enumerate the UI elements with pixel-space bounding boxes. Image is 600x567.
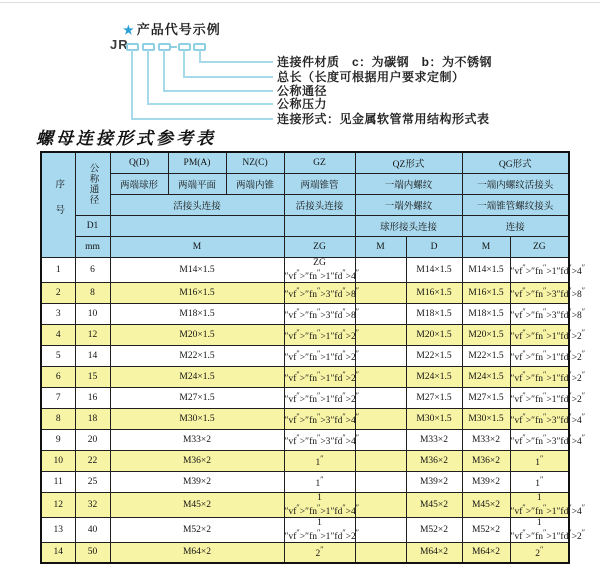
cell-seq: 2 — [41, 282, 75, 303]
cell-seq: 8 — [41, 408, 75, 429]
header-group-nzc: NZ(C) — [226, 152, 284, 173]
cell-gz-thread: ″vf″>″fn″>1″fd″>2″ — [284, 324, 355, 345]
cell-qg-m: M22×1.5 — [462, 345, 510, 366]
header-conn-union: 活接头连接 — [110, 194, 284, 215]
cell-nominal-diameter: 50 — [75, 542, 110, 563]
header-conn-qz: 一端外螺纹 — [355, 194, 462, 215]
cell-qg-m: M24×1.5 — [462, 366, 510, 387]
header-type-qd: 两端球形 — [110, 173, 168, 194]
cell-qg-m: M33×2 — [462, 429, 510, 450]
cell-gz-thread: 1″ — [284, 450, 355, 471]
label-material: 连接件材质 c：为碳钢 b：为不锈钢 — [277, 55, 493, 69]
header-ball-joint: 球形接头连接 — [355, 215, 462, 236]
table-row — [41, 257, 569, 282]
cell-m-thread: M64×2 — [110, 542, 284, 563]
header-nominal-diameter: 公称通径 — [75, 152, 110, 215]
cell-nominal-diameter: 10 — [75, 303, 110, 324]
cell-qz-d: M16×1.5 — [406, 282, 462, 303]
label-total-length: 总长（长度可根据用户要求定制） — [277, 70, 465, 84]
cell-qz-d: M24×1.5 — [406, 366, 462, 387]
cell-nominal-diameter: 15 — [75, 366, 110, 387]
header-unit-zg: ZG — [284, 236, 355, 257]
header-row-groups — [41, 152, 569, 173]
header-mm: mm — [75, 236, 110, 257]
header-group-qz: QZ形式 — [355, 152, 462, 173]
diagram-title-text: 产品代号示例 — [136, 22, 221, 37]
cell-m-thread: M18×1.5 — [110, 303, 284, 324]
cell-qg-zg: ″vf″>″fn″>1″fd″>2″ — [510, 324, 569, 345]
cell-qz-d: M45×2 — [406, 492, 462, 517]
cell-qz-m — [355, 303, 406, 324]
cell-seq: 13 — [41, 517, 75, 542]
cell-qz-m — [355, 282, 406, 303]
cell-m-thread: M36×2 — [110, 450, 284, 471]
product-code-prefix: JR — [110, 37, 129, 52]
cell-gz-thread: ″vf″>″fn″>3″fd″>4″ — [284, 429, 355, 450]
header-unit-qz-m: M — [355, 236, 406, 257]
cell-gz-thread: 1 ″vf″>″fn″>1″fd″>4″ — [284, 492, 360, 517]
cell-gz-thread: ″vf″>″fn″>3″fd″>8″ — [284, 282, 355, 303]
header-connect: 连接 — [462, 215, 569, 236]
cell-gz-thread: ″vf″>″fn″>1″fd″>2″ — [284, 387, 355, 408]
header-blank-m — [110, 215, 284, 236]
cell-qg-m: M52×2 — [462, 517, 510, 542]
header-unit-m-wide: M — [110, 236, 284, 257]
cell-nominal-diameter: 8 — [75, 282, 110, 303]
header-row-connection — [41, 194, 569, 215]
cell-qg-m: M30×1.5 — [462, 408, 510, 429]
cell-m-thread: M24×1.5 — [110, 366, 284, 387]
cell-gz-thread: 2″ — [284, 542, 355, 563]
cell-qg-m: M18×1.5 — [462, 303, 510, 324]
top-divider — [0, 2, 600, 3]
cell-qz-m — [355, 429, 406, 450]
header-type-nzc: 两端内锥 — [226, 173, 284, 194]
cell-gz-thread: ″vf″>″fn″>1″fd″>2″ — [284, 366, 355, 387]
star-icon: ★ — [123, 23, 135, 37]
cell-seq: 11 — [41, 471, 75, 492]
cell-gz-thread: ZG ″vf″>″fn″>1″fd″>4″ — [284, 257, 360, 282]
cell-m-thread: M16×1.5 — [110, 282, 284, 303]
cell-seq: 12 — [41, 492, 75, 517]
cell-qz-m — [355, 408, 406, 429]
cell-qg-zg: ″vf″>″fn″>1″fd″>2″ — [510, 366, 569, 387]
cell-seq: 5 — [41, 345, 75, 366]
table-body — [41, 257, 586, 563]
cell-nominal-diameter: 22 — [75, 450, 110, 471]
cell-qg-zg: 2″ — [510, 542, 569, 563]
cell-seq: 1 — [41, 257, 75, 282]
label-nominal-diameter: 公称通径 — [277, 84, 328, 98]
cell-gz-thread: ″vf″>″fn″>3″fd″>8″ — [284, 303, 355, 324]
cell-qz-d: M18×1.5 — [406, 303, 462, 324]
cell-qg-m: M14×1.5 — [462, 257, 510, 282]
label-connection-form: 连接形式：见金属软管常用结构形式表 — [277, 112, 490, 126]
header-seq: 序号 — [41, 152, 75, 257]
header-type-pma: 两端平面 — [168, 173, 226, 194]
cell-qg-m: M16×1.5 — [462, 282, 510, 303]
table-row — [41, 429, 569, 450]
cell-qz-m — [355, 450, 406, 471]
cell-qg-m: M45×2 — [462, 492, 510, 517]
cell-qg-zg: 1 ″vf″>″fn″>1″fd″>4″ — [510, 492, 586, 517]
cell-qz-d: M33×2 — [406, 429, 462, 450]
table-row — [41, 324, 569, 345]
cell-qg-zg: 1″ — [510, 450, 569, 471]
cell-qg-zg: ″vf″>″fn″>3″fd″>8″ — [510, 282, 569, 303]
header-conn-gz: 活接头连接 — [284, 194, 355, 215]
cell-m-thread: M20×1.5 — [110, 324, 284, 345]
cell-qz-d: M64×2 — [406, 542, 462, 563]
cell-qz-m — [355, 257, 406, 282]
cell-m-thread: M14×1.5 — [110, 257, 284, 282]
header-type-gz: 两端锥管 — [284, 173, 355, 194]
header-unit-qg-zg: ZG — [510, 236, 569, 257]
cell-qz-d: M14×1.5 — [406, 257, 462, 282]
cell-m-thread: M45×2 — [110, 492, 284, 517]
table-row — [41, 282, 569, 303]
cell-qg-zg: 1″ — [510, 471, 569, 492]
header-row-types — [41, 173, 569, 194]
cell-m-thread: M27×1.5 — [110, 387, 284, 408]
cell-qg-m: M27×1.5 — [462, 387, 510, 408]
cell-qg-zg: ″vf″>″fn″>1″fd″>4″ — [510, 257, 569, 282]
table-row — [41, 366, 569, 387]
cell-qg-zg: ″vf″>″fn″>3″fd″>4″ — [510, 429, 569, 450]
cell-qz-m — [355, 492, 406, 517]
cell-nominal-diameter: 12 — [75, 324, 110, 345]
cell-seq: 14 — [41, 542, 75, 563]
header-conn-qg: 一端锥管螺纹接头 — [462, 194, 569, 215]
table-row — [41, 303, 569, 324]
cell-qz-m — [355, 517, 406, 542]
cell-nominal-diameter: 40 — [75, 517, 110, 542]
cell-qg-zg: ″vf″>″fn″>1″fd″>2″ — [510, 387, 569, 408]
cell-nominal-diameter: 14 — [75, 345, 110, 366]
cell-seq: 6 — [41, 366, 75, 387]
cell-m-thread: M30×1.5 — [110, 408, 284, 429]
cell-qz-d: M52×2 — [406, 517, 462, 542]
cell-qg-m: M36×2 — [462, 450, 510, 471]
header-group-gz: GZ — [284, 152, 355, 173]
cell-qz-m — [355, 324, 406, 345]
cell-m-thread: M52×2 — [110, 517, 284, 542]
cell-qz-d: M27×1.5 — [406, 387, 462, 408]
table-row — [41, 345, 569, 366]
cell-qz-m — [355, 387, 406, 408]
header-type-qz: 一端内螺纹 — [355, 173, 462, 194]
cell-m-thread: M33×2 — [110, 429, 284, 450]
table-header — [41, 152, 569, 257]
cell-qz-m — [355, 471, 406, 492]
header-blank-gz — [284, 215, 355, 236]
cell-nominal-diameter: 18 — [75, 408, 110, 429]
cell-qg-zg: ″vf″>″fn″>3″fd″>8″ — [510, 303, 569, 324]
cell-gz-thread: 1 ″vf″>″fn″>1″fd″>2″ — [284, 517, 360, 542]
table-title: 螺母连接形式参考表 — [36, 129, 216, 148]
header-row-d1 — [41, 215, 569, 236]
cell-qz-d: M22×1.5 — [406, 345, 462, 366]
cell-nominal-diameter: 20 — [75, 429, 110, 450]
table-row — [41, 408, 569, 429]
table-row — [41, 471, 569, 492]
cell-gz-thread: ″vf″>″fn″>3″fd″>4″ — [284, 408, 355, 429]
cell-qg-zg: 1 ″vf″>″fn″>1″fd″>2″ — [510, 517, 586, 542]
cell-qz-d: M36×2 — [406, 450, 462, 471]
header-unit-qg-m: M — [462, 236, 510, 257]
cell-qz-m — [355, 542, 406, 563]
cell-qz-d: M30×1.5 — [406, 408, 462, 429]
header-unit-qz-d: D — [406, 236, 462, 257]
cell-nominal-diameter: 25 — [75, 471, 110, 492]
cell-qg-zg: ″vf″>″fn″>1″fd″>2″ — [510, 345, 569, 366]
cell-qz-d: M20×1.5 — [406, 324, 462, 345]
cell-qg-zg: ″vf″>″fn″>3″fd″>4″ — [510, 408, 569, 429]
header-group-qg: QG形式 — [462, 152, 569, 173]
cell-qz-m — [355, 366, 406, 387]
cell-qg-m: M20×1.5 — [462, 324, 510, 345]
table-row — [41, 387, 569, 408]
table-row — [41, 492, 569, 517]
label-nominal-pressure: 公称压力 — [277, 97, 328, 111]
cell-gz-thread: 1″ — [284, 471, 355, 492]
table-row — [41, 517, 569, 542]
table-row — [41, 542, 569, 563]
cell-qg-m: M64×2 — [462, 542, 510, 563]
cell-gz-thread: ″vf″>″fn″>1″fd″>2″ — [284, 345, 355, 366]
cell-seq: 4 — [41, 324, 75, 345]
cell-nominal-diameter: 16 — [75, 387, 110, 408]
header-row-units — [41, 236, 569, 257]
cell-seq: 7 — [41, 387, 75, 408]
cell-seq: 3 — [41, 303, 75, 324]
code-dash — [171, 46, 177, 48]
cell-qz-m — [355, 345, 406, 366]
cell-qg-m: M39×2 — [462, 471, 510, 492]
cell-seq: 10 — [41, 450, 75, 471]
callout-line-material — [199, 50, 273, 63]
cell-nominal-diameter: 6 — [75, 257, 110, 282]
cell-seq: 9 — [41, 429, 75, 450]
cell-m-thread: M39×2 — [110, 471, 284, 492]
diagram-title — [123, 19, 221, 38]
cell-m-thread: M22×1.5 — [110, 345, 284, 366]
cell-nominal-diameter: 32 — [75, 492, 110, 517]
header-group-qd: Q(D) — [110, 152, 168, 173]
table-row — [41, 450, 569, 471]
header-d1: D1 — [75, 215, 110, 236]
header-type-qg: 一端内螺纹活接头 — [462, 173, 569, 194]
nut-connection-reference-table — [40, 151, 586, 564]
header-group-pma: PM(A) — [168, 152, 226, 173]
cell-qz-d: M39×2 — [406, 471, 462, 492]
